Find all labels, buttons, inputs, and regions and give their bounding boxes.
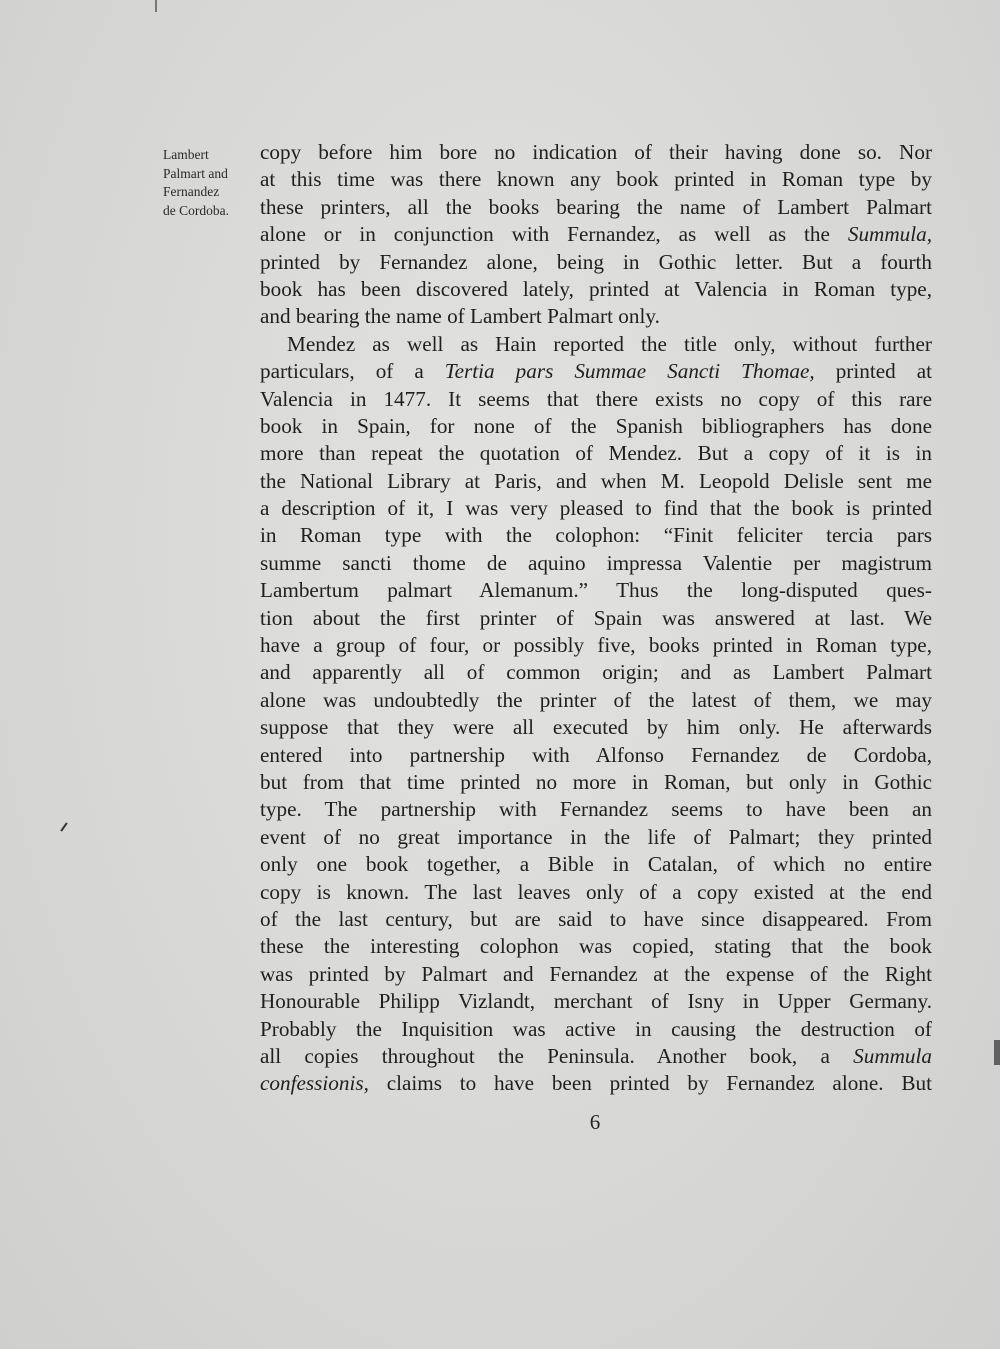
- paragraph-1: [260, 139, 932, 331]
- margin-note-line: de Cordoba.: [163, 202, 229, 218]
- text-line: these printers, all the books bearing the name of Lambert Palmart: [260, 194, 932, 219]
- text-line: suppose that they were all executed by him only. He afterwards: [260, 715, 932, 740]
- text-line: [260, 1043, 932, 1070]
- text-line: Lambertum palmart Alemanum.” Thus the long-disputed ques-: [260, 578, 932, 603]
- text-line: copy is known. The last leaves only of a copy existed at the end: [260, 879, 932, 904]
- text-run: printed at: [835, 359, 932, 384]
- italic-title: Summula: [853, 1043, 933, 1068]
- text-line: entered into partnership with Alfonso Fernandez de Cordoba,: [260, 742, 932, 767]
- body-text: [260, 139, 932, 1098]
- text-line: of the last century, but are said to have since disappeared. From: [260, 906, 932, 931]
- text-line: Valencia in 1477. It seems that there exists no copy of this rare: [260, 386, 932, 411]
- pencil-mark: [60, 822, 67, 831]
- text-line: copy before him bore no indication of their having done so. Nor: [260, 140, 932, 164]
- text-line: [260, 1070, 932, 1097]
- text-line: and bearing the name of Lambert Palmart only.: [260, 304, 660, 329]
- text-line: Honourable Philipp Vizlandt, merchant of Isny in Upper Germany.: [260, 989, 932, 1014]
- italic-title: Tertia pars Summae Sancti Thomae,: [444, 359, 815, 384]
- text-line: type. The partnership with Fernandez seems to have been an: [260, 797, 932, 822]
- text-line: the National Library at Paris, and when M. Leopold Delisle sent me: [260, 468, 932, 493]
- text-line: only one book together, a Bible in Catalan, of which no entire: [260, 852, 932, 877]
- text-run: alone or in conjunction with Fernandez, as well as the: [260, 222, 830, 247]
- text-run: particulars, of a: [260, 359, 424, 384]
- text-line: a description of it, I was very pleased to find that the book is printed: [260, 496, 932, 521]
- scan-mark: [155, 0, 157, 12]
- italic-title: confessionis,: [260, 1071, 369, 1096]
- text-line: in Roman type with the colophon: “Finit feliciter tercia pars: [260, 523, 932, 548]
- margin-note-line: Palmart and: [163, 165, 228, 181]
- text-line: printed by Fernandez alone, being in Gothic letter. But a fourth: [260, 249, 932, 274]
- text-line: more than repeat the quotation of Mendez. But a copy of it is in: [260, 441, 932, 466]
- italic-title: Summula,: [847, 222, 933, 247]
- text-line: at this time was there known any book printed in Roman type by: [260, 167, 932, 192]
- text-run: all copies throughout the Peninsula. Another book, a: [260, 1043, 830, 1068]
- text-line: alone was undoubtedly the printer of the latest of them, we may: [260, 687, 932, 712]
- text-line: have a group of four, or possibly five, books printed in Roman type,: [260, 633, 932, 658]
- text-line: [260, 358, 932, 385]
- margin-note: [163, 146, 255, 220]
- text-line: [260, 221, 932, 248]
- margin-note-line: Lambert: [163, 147, 209, 162]
- paragraph-2: [260, 331, 932, 1098]
- text-line: tion about the first printer of Spain was answered at last. We: [260, 605, 932, 630]
- page-edge-shadow: [994, 1040, 1000, 1065]
- text-line: these the interesting colophon was copied, stating that the book: [260, 934, 932, 959]
- text-line: but from that time printed no more in Roman, but only in Gothic: [260, 769, 932, 794]
- text-line: Probably the Inquisition was active in causing the destruction of: [260, 1016, 932, 1041]
- text-line: Mendez as well as Hain reported the title only, without further: [287, 331, 932, 356]
- text-line: and apparently all of common origin; and as Lambert Palmart: [260, 660, 932, 685]
- text-line: summe sancti thome de aquino impressa Valentie per magistrum: [260, 550, 932, 575]
- text-line: book in Spain, for none of the Spanish bibliographers has done: [260, 413, 932, 438]
- text-line: event of no great importance in the life of Palmart; they printed: [260, 824, 932, 849]
- margin-note-line: Fernandez: [163, 184, 220, 199]
- text-run: claims to have been printed by Fernandez alone. But: [386, 1071, 933, 1096]
- text-line: book has been discovered lately, printed at Valencia in Roman type,: [260, 276, 932, 301]
- page-number: 6: [589, 1110, 601, 1134]
- text-line: was printed by Palmart and Fernandez at the expense of the Right: [260, 961, 932, 986]
